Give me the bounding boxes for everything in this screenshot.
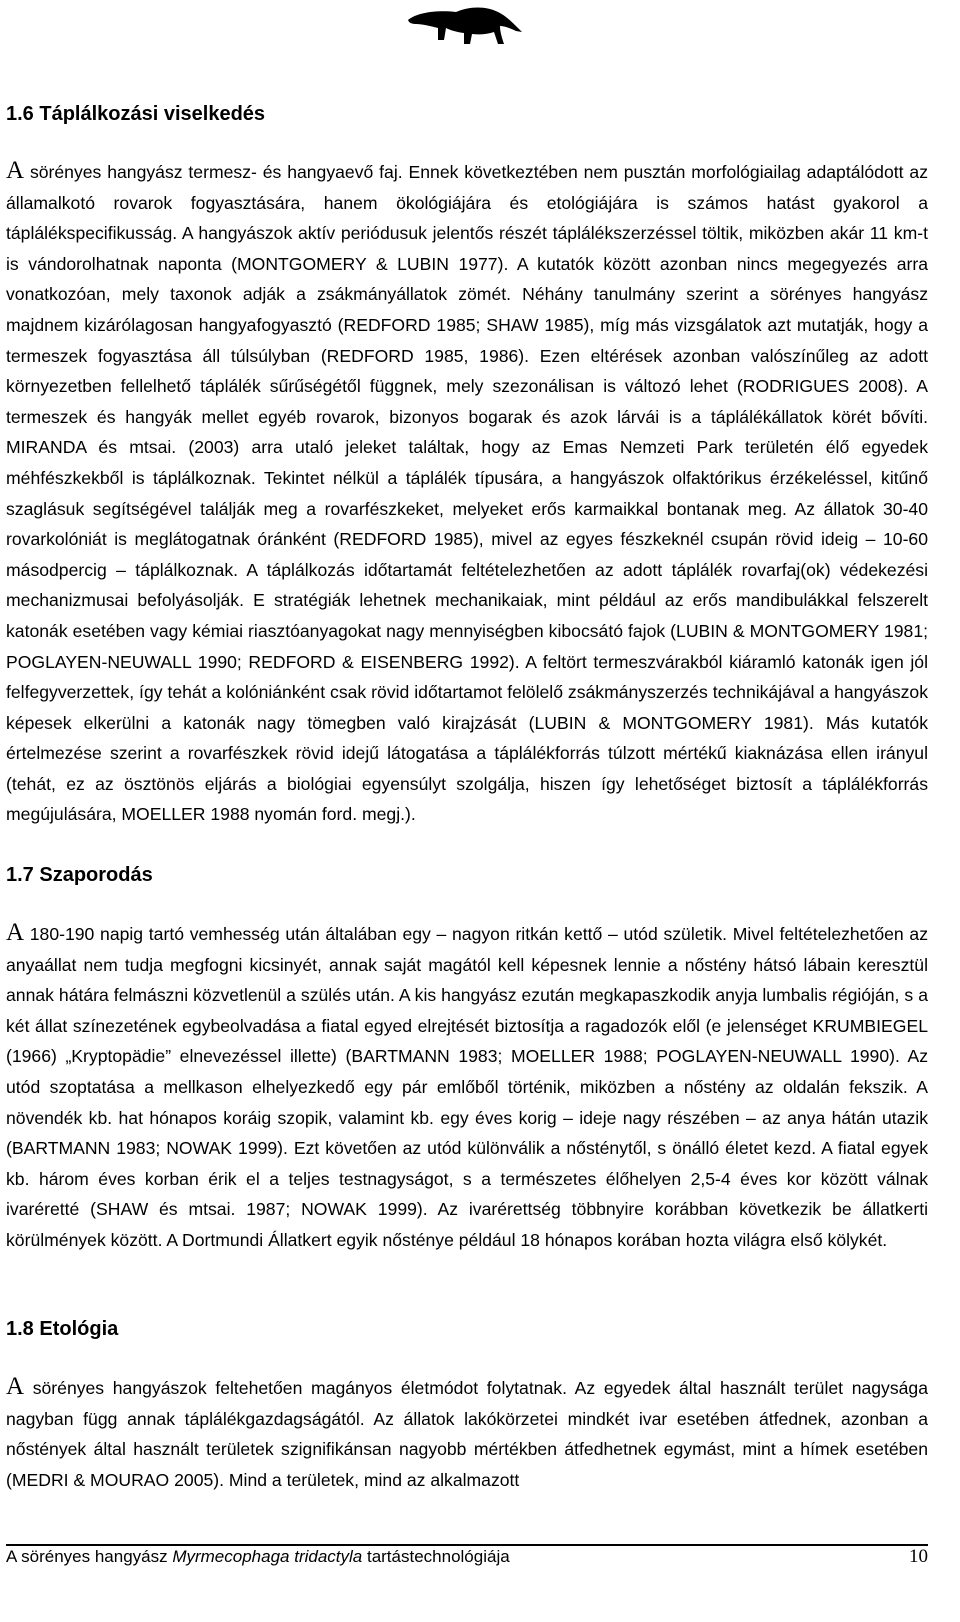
section-paragraph — [6, 919, 928, 1256]
footer-text — [6, 1547, 928, 1567]
anteater-logo — [404, 2, 524, 50]
footer-divider — [6, 1544, 928, 1546]
paragraph-text: 180-190 napig tartó vemhesség után általában egy – nagyon ritkán kettő – utód születik. Mivel feltételezhetően az anyaállat nem tudja megfogni kicsinyét, annak saját magától kell képesnek lennie a nőstény hátsó lábain keresztül annak hátára felmászni közvetlenül a szülés után. A kis hangyász ezután megkapaszkodik anyja lumbalis régióján, s a két állat színezetének egybeolvadása a fiatal egyed elrejtését biztosítja a ragadozók elől (e jelenséget KRUMBIEGEL (1966) „Kryptopädie” elnevezéssel illette) (BARTMANN 1983; MOELLER 1988; POGLAYEN-NEUWALL 1990). Az utód szoptatása a mellkason elhelyezkedő egy pár emlőből történik, miközben a nőstény az oldalán fekszik. A növendék kb. hat hónapos koráig szopik, valamint kb. egy éves korig – ideje nagy részében – az anya hátán utazik (BARTMANN 1983; NOWAK 1999). Ezt követően az utód különválik a nősténytől, s önálló életet kezd. A fiatal egyek kb. három éves korban érik el a teljes testnagyságot, s a természetes élőhelyen 2,5-4 éves kor között válnak ivaréretté (SHAW és mtsai. 1987; NOWAK 1999). Az ivarérettség többnyire korábban következik be állatkerti körülmények között. A Dortmundi Állatkert egyik nőstényе például 18 hónapos korában hozta világra első kölykét. — [6, 924, 928, 1250]
page-number: 10 — [909, 1546, 928, 1567]
section-paragraph — [6, 157, 928, 830]
drop-cap: A — [6, 1373, 25, 1400]
footer-prefix: A sörényes hangyász — [6, 1547, 173, 1566]
drop-cap: A — [6, 157, 25, 184]
paragraph-text: sörényes hangyászok feltehetően magányos életmódot folytatnak. Az egyedek által használt terület nagysága nagyban függ annak táplálékgazdagságától. Az állatok lakókörzetei mindkét ivar esetében átfednek, azonban a nőstények által használt területek szignifikánsan nagyobb mértékben átfedhetnek egymást, mint a hímek esetében (MEDRI & MOURAO 2005). Mind a területek, mind az alkalmazott — [6, 1378, 928, 1490]
section-heading: 1.6 Táplálkozási viselkedés — [6, 103, 266, 125]
footer-species: Myrmecophaga tridactyla — [172, 1547, 363, 1566]
section-heading: 1.7 Szaporodás — [6, 864, 153, 886]
section-paragraph — [6, 1373, 928, 1495]
anteater-silhouette-icon — [404, 2, 524, 50]
section-heading: 1.8 Etológia — [6, 1318, 119, 1340]
paragraph-text: sörényes hangyász termesz- és hangyaevő faj. Ennek következtében nem pusztán morfológiailag adaptálódott az államalkotó rovarok fogyasztására, hanem ökológiájára és etológiájára is számos hatást gyakorol a táplálékspecifikusság. A hangyászok aktív periódusuk jelentős részét táplálékszerzéssel töltik, miközben akár 11 km-t is vándorolhatnak naponta (MONTGOMERY & LUBIN 1977). A kutatók között azonban nincs megegyezés arra vonatkozóan, mely taxonok adják a zsákmányállatok zömét. Néhány tanulmány szerint a sörényes hangyász majdnem kizárólagosan hangyafogyasztó (REDFORD 1985; SHAW 1985), míg más vizsgálatok azt mutatják, hogy a termeszek fogyasztása áll túlsúlyban (REDFORD 1985, 1986). Ezen eltérések azonban valószínűleg az adott környezetben fellelhető táplálék sűrűségétől függnek, mely szezonálisan is változó lehet (RODRIGUES 2008). A termeszek és hangyák mellet egyéb rovarok, bizonyos bogarak és azok lárvái is a táplálékállatok körét bővíti. MIRANDA és mtsai. (2003) arra utaló jeleket találtak, hogy az Emas Nemzeti Park területén élő egyedek méhfészkekből is táplálkoznak. Tekintet nélkül a táplálék típusára, a hangyászok olfaktórikus érzékeléssel, kitűnő szaglásuk segítségével találják meg a rovarfészkeket, melyeket erős karmaikkal bontanak meg. Az állatok 30-40 rovarkolóniát is meglátogatnak óránként (REDFORD 1985), mivel az egyes fészkeknél csupán rövid ideig – 10-60 másodpercig – táplálkoznak. A táplálkozás időtartamát feltételezhetően az adott táplálék rovarfaj(ok) védekezési mechanizmusai befolyásolják. E stratégiák lehetnek mechanikaiak, mint például az erős mandibulákkal felszerelt katonák esetében vagy kémiai riasztóanyagokat nagy mennyiségben kibocsátó fajok (LUBIN & MONTGOMERY 1981; POGLAYEN-NEUWALL 1990; REDFORD & EISENBERG 1992). A feltört termeszvárakból kiáramló katonák igen jól felfegyverzettek, így tehát a kolóniánként csak rövid időtartamot felölelő zsákmányszerzés technikájával a hangyászok képesek elkerülni a katonák nagy tömegben való kirajzását (LUBIN & MONTGOMERY 1981). Más kutatók értelmezése szerint a rovarfészkek rövid idejű látogatása a táplálékforrás túlzott mértékű kiaknázása ellen irányul (tehát, ez az ösztönös eljárás a biológiai egyensúlyt szolgálja, hiszen így lehetőséget biztosít a táplálékforrás megújulására, MOELLER 1988 nyomán ford. megj.). — [6, 162, 928, 825]
footer-suffix: tartástechnológiája — [362, 1547, 510, 1566]
drop-cap: A — [6, 919, 25, 946]
